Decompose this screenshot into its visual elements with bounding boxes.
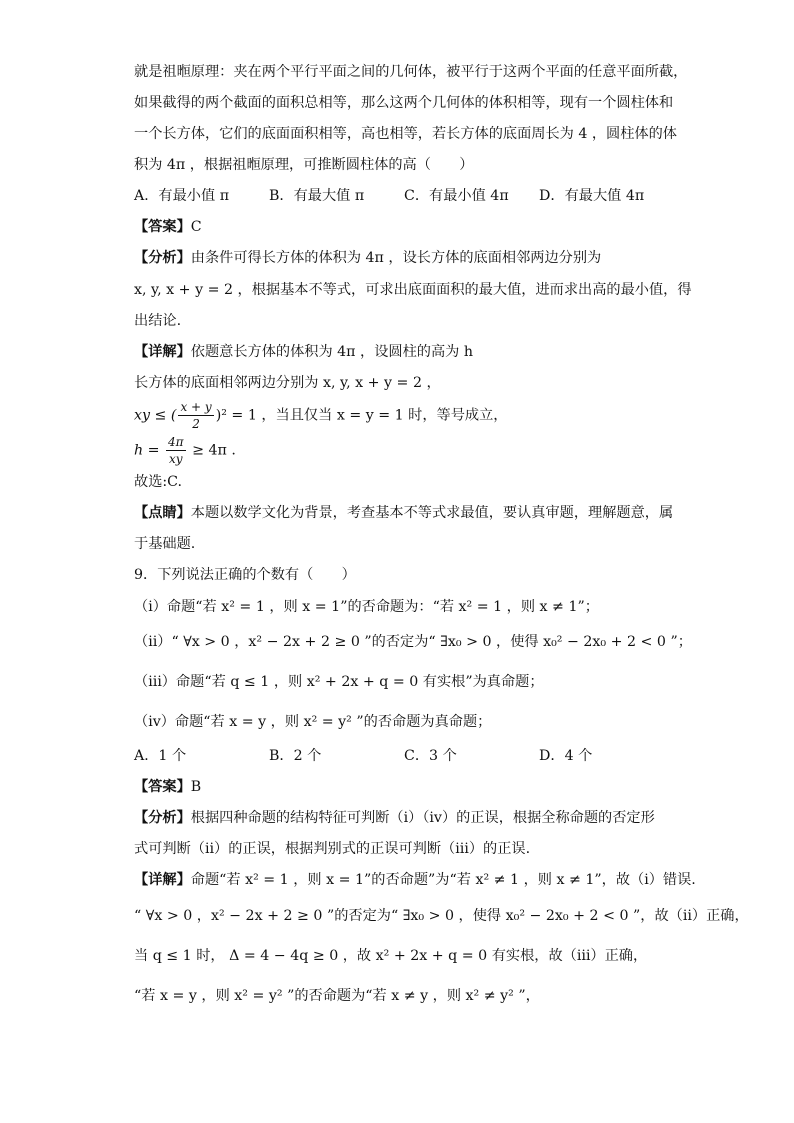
q9-option-c: C．3 个	[404, 748, 457, 764]
comment-tag: 【点睛】	[134, 505, 191, 521]
q9-stem: 9．下列说法正确的个数有（ ）	[134, 567, 356, 583]
answer-value: B	[190, 779, 202, 795]
q9-item-4: （ⅳ）命题“若 x = y ，则 x² = y² ”的否命题为真命题；	[134, 714, 492, 730]
q8-analysis-line-2: x, y, x + y = 2 ，根据基本不等式，可求出底面面积的最大值，进而求出高的最小值，得	[134, 282, 692, 298]
q8-detail-line-4	[134, 434, 674, 467]
intro-line-2: 如果截得的两个截面的面积总相等，那么这两个几何体的体积相等，现有一个圆柱体和	[134, 95, 674, 111]
analysis-tag: 【分析】	[134, 810, 191, 826]
q9-item-1: （ⅰ）命题“若 x² = 1 ，则 x = 1”的否命题为：“若 x² = 1 ，则 x ≠ 1”；	[134, 599, 599, 615]
q8-analysis-line-1	[134, 248, 674, 268]
detail-text: 命题“若 x² = 1 ，则 x = 1”的否命题”为“若 x² ≠ 1 ，则 x ≠ 1”，故（ⅰ）错误.	[190, 872, 696, 888]
detail-tag: 【详解】	[134, 344, 191, 360]
q8-option-c: C．有最小值 4π	[404, 188, 509, 204]
q8-answer	[134, 217, 674, 237]
q8-detail-line-1	[134, 342, 674, 362]
q8-detail-line-3	[134, 399, 674, 432]
q9-detail-line-3: 当 q ≤ 1 时， Δ = 4 − 4q ≥ 0 ，故 x² + 2x + q = 0 有实根，故（ⅲ）正确，	[134, 948, 648, 964]
answer-tag: 【答案】	[134, 779, 191, 795]
q9-analysis-line-2: 式可判断（ⅱ）的正误，根据判别式的正误可判断（ⅲ）的正误.	[134, 841, 531, 857]
q9-option-d: D．4 个	[539, 748, 593, 764]
answer-tag: 【答案】	[134, 219, 191, 235]
q9-detail-line-2: “ ∀x > 0 ，x² − 2x + 2 ≥ 0 ”的否定为“ ∃x₀ > 0 ，使得 x₀² − 2x₀ + 2 < 0 ”，故（ⅱ）正确，	[134, 908, 749, 924]
answer-value: C	[190, 219, 202, 235]
q8-option-a: A．有最小值 π	[134, 188, 230, 204]
intro-line-1: 就是祖暅原理：夹在两个平行平面之间的几何体，被平行于这两个平面的任意平面所截，	[134, 64, 688, 80]
fraction-denominator: xy	[169, 452, 183, 466]
q8-detail-line-2: 长方体的底面相邻两边分别为 x, y, x + y = 2 ，	[134, 375, 441, 391]
inequality-right: )² = 1 ，当且仅当 x = y = 1 时，等号成立，	[215, 407, 508, 424]
intro-line-3: 一个长方体，它们的底面面积相等，高也相等，若长方体的底面周长为 4 ，圆柱体的体	[134, 126, 677, 142]
analysis-text: 根据四种命题的结构特征可判断（ⅰ）（ⅳ）的正误，根据全称命题的否定形	[190, 810, 655, 826]
q9-detail-line-4: “若 x = y ，则 x² = y² ”的否命题为“若 x ≠ y ，则 x² ≠ y² ”，	[134, 988, 540, 1004]
height-left: h =	[134, 442, 165, 459]
q8-option-b: B．有最大值 π	[269, 188, 365, 204]
inequality-left: xy ≤ (	[134, 407, 177, 424]
detail-tag: 【详解】	[134, 872, 191, 888]
q9-item-3: （ⅲ）命题“若 q ≤ 1 ，则 x² + 2x + q = 0 有实根”为真命题；	[134, 674, 544, 690]
analysis-text: 由条件可得长方体的体积为 4π ，设长方体的底面相邻两边分别为	[190, 250, 602, 266]
q9-item-2: （ⅱ）“ ∀x > 0 ，x² − 2x + 2 ≥ 0 ”的否定为“ ∃x₀ > 0 ，使得 x₀² − 2x₀ + 2 < 0 ”；	[134, 634, 692, 650]
q8-comment-line-2: 于基础题.	[134, 536, 196, 552]
comment-text: 本题以数学文化为背景，考查基本不等式求最值，要认真审题，理解题意，属	[190, 505, 674, 521]
fraction-x-plus-y-over-2	[178, 399, 213, 432]
q9-options	[134, 746, 674, 766]
q8-analysis-line-3: 出结论.	[134, 313, 182, 329]
document-page	[134, 62, 749, 1006]
q8-detail-line-5: 故选:C.	[134, 474, 183, 490]
detail-text: 依题意长方体的体积为 4π ，设圆柱的高为 h	[190, 344, 473, 360]
q9-option-a: A．1 个	[134, 748, 187, 764]
fraction-numerator: 4π	[168, 435, 184, 449]
q9-analysis-line-1	[134, 808, 674, 828]
fraction-4pi-over-xy	[166, 434, 186, 467]
q8-option-d: D．有最大值 4π	[539, 188, 645, 204]
height-right: ≥ 4π .	[187, 442, 236, 459]
fraction-denominator: 2	[192, 417, 200, 431]
fraction-numerator: x + y	[180, 400, 212, 414]
q9-answer	[134, 777, 674, 797]
q8-comment-line-1	[134, 503, 674, 523]
intro-line-4: 积为 4π ，根据祖暅原理，可推断圆柱体的高（ ）	[134, 157, 474, 173]
q9-option-b: B．2 个	[269, 748, 322, 764]
q9-detail-line-1	[134, 870, 696, 890]
q8-options	[134, 186, 674, 206]
analysis-tag: 【分析】	[134, 250, 191, 266]
